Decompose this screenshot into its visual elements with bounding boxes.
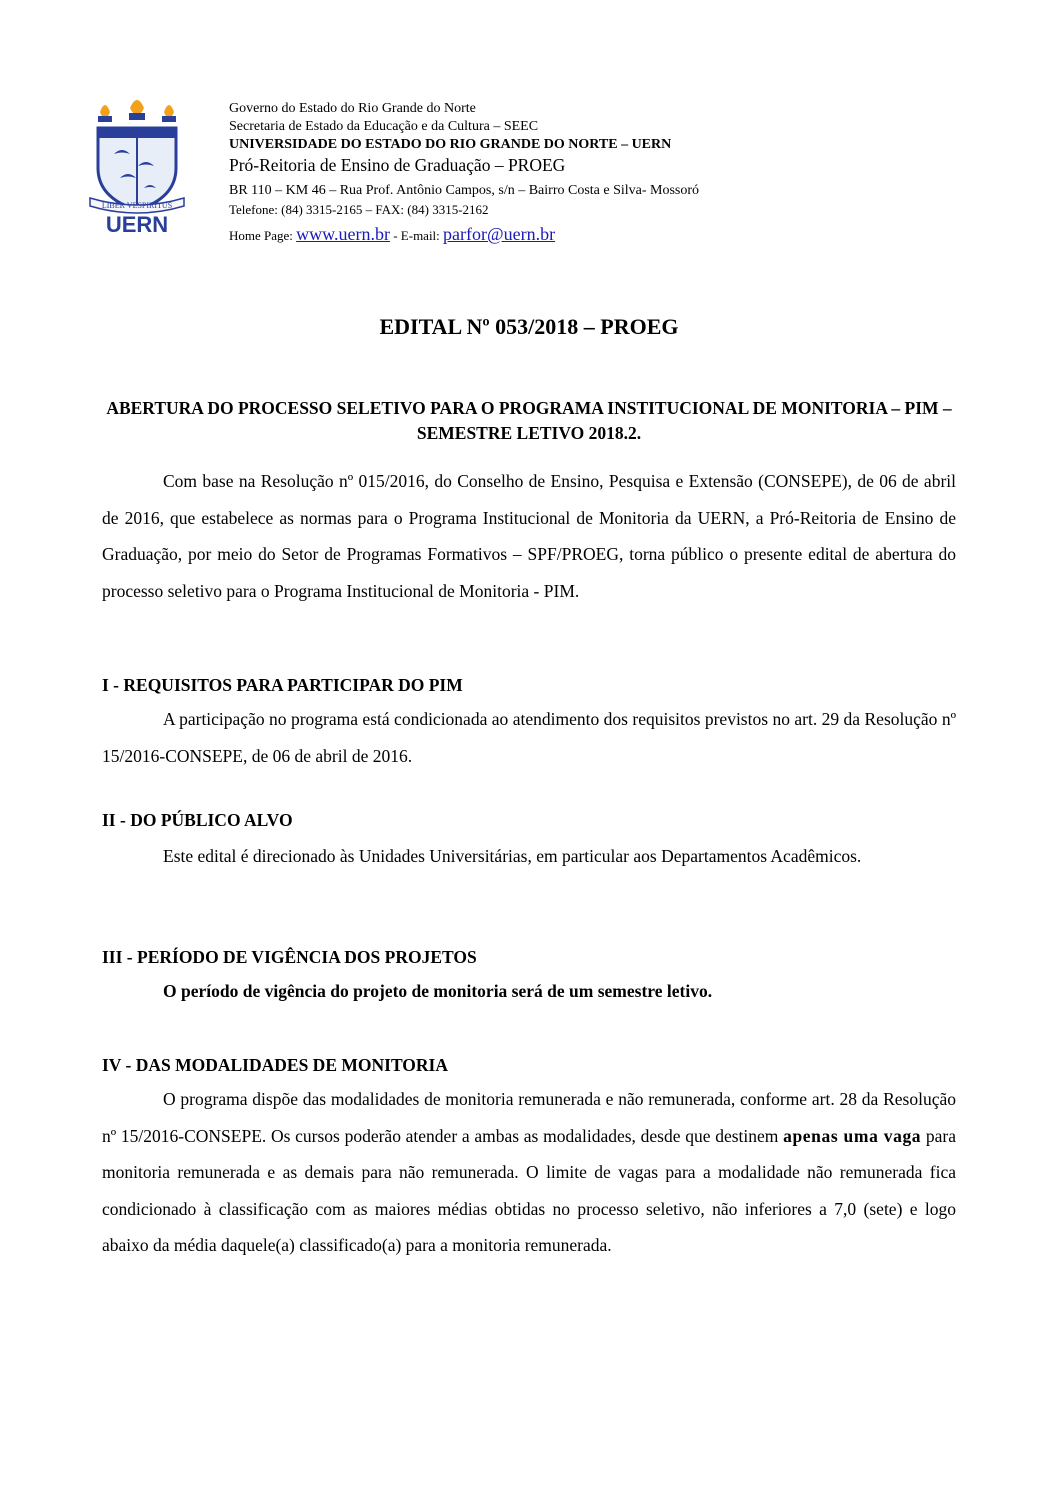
header-line-university: UNIVERSIDADE DO ESTADO DO RIO GRANDE DO NORTE – UERN: [229, 137, 672, 152]
header-line-proreitoria: Pró-Reitoria de Ensino de Graduação – PROEG: [229, 155, 566, 175]
section-heading-modalidades: IV - DAS MODALIDADES DE MONITORIA: [102, 1055, 448, 1075]
modalidades-text-start: O programa dispõe das modalidades de monitoria remunerada e não remunerada, conforme art. 28 da Resolução nº 15/2016-CONSEPE. Os cursos poderão atender a ambas as modalidades, desde que destinem: [102, 1089, 956, 1146]
homepage-link[interactable]: www.uern.br: [296, 224, 390, 244]
header-line-secretariat: Secretaria de Estado da Educação e da Cultura – SEEC: [229, 119, 539, 134]
torch-icon: [98, 100, 176, 122]
svg-text:UERN: UERN: [105, 212, 169, 236]
section-heading-publico-alvo: II - DO PÚBLICO ALVO: [102, 810, 293, 830]
svg-text:LIBER VESPIRITUS: LIBER VESPIRITUS: [101, 201, 173, 210]
modalidades-text-end: para monitoria remunerada e as demais para não remunerada. O limite de vagas para a modalidade não remunerada fica condicionado à classificação com as maiores médias obtidas no processo seletivo, não inferiores a 7,0 (sete) e logo abaixo da média daquele(a) classificado(a) para a monitoria remunerada.: [102, 1125, 956, 1255]
section-text-vigencia: O período de vigência do projeto de monitoria será de um semestre letivo.: [163, 981, 713, 1001]
document-subtitle: ABERTURA DO PROCESSO SELETIVO PARA O PROGRAMA INSTITUCIONAL DE MONITORIA – PIM – SEMESTRE LETIVO 2018.2.: [106, 398, 952, 443]
uern-logo: [86, 94, 188, 236]
document-title: EDITAL Nº 053/2018 – PROEG: [379, 314, 679, 339]
section-text-publico-alvo: Este edital é direcionado às Unidades Universitárias, em particular aos Departamentos Acadêmicos.: [163, 846, 862, 866]
header-line-contact: [229, 226, 555, 244]
email-label: - E-mail:: [389, 228, 444, 243]
section-text-modalidades: [102, 1081, 956, 1264]
email-link[interactable]: parfor@uern.br: [443, 224, 556, 244]
section-text-requisitos: A participação no programa está condicionada ao atendimento dos requisitos previstos no art. 29 da Resolução nº 15/2016-CONSEPE, de 06 de abril de 2016.: [102, 709, 956, 766]
header-line-government: Governo do Estado do Rio Grande do Norte: [229, 101, 476, 116]
homepage-label: Home Page:: [229, 228, 297, 243]
header-line-phone: Telefone: (84) 3315-2165 – FAX: (84) 3315-2162: [229, 202, 489, 217]
header-line-address: BR 110 – KM 46 – Rua Prof. Antônio Campos, s/n – Bairro Costa e Silva- Mossoró: [229, 183, 700, 198]
intro-paragraph: Com base na Resolução nº 015/2016, do Conselho de Ensino, Pesquisa e Extensão (CONSEPE), de 06 de abril de 2016, que estabelece as normas para o Programa Institucional de Monitoria da UERN, a Pró-Reitoria de Ensino de Graduação, por meio do Setor de Programas Formativos – SPF/PROEG, torna público o presente edital de abertura do processo seletivo para o Programa Institucional de Monitoria - PIM.: [102, 471, 956, 601]
modalidades-text-emphasis: apenas uma vaga: [783, 1125, 922, 1146]
section-heading-requisitos: I - REQUISITOS PARA PARTICIPAR DO PIM: [102, 675, 463, 695]
section-heading-vigencia: III - PERÍODO DE VIGÊNCIA DOS PROJETOS: [102, 947, 477, 967]
